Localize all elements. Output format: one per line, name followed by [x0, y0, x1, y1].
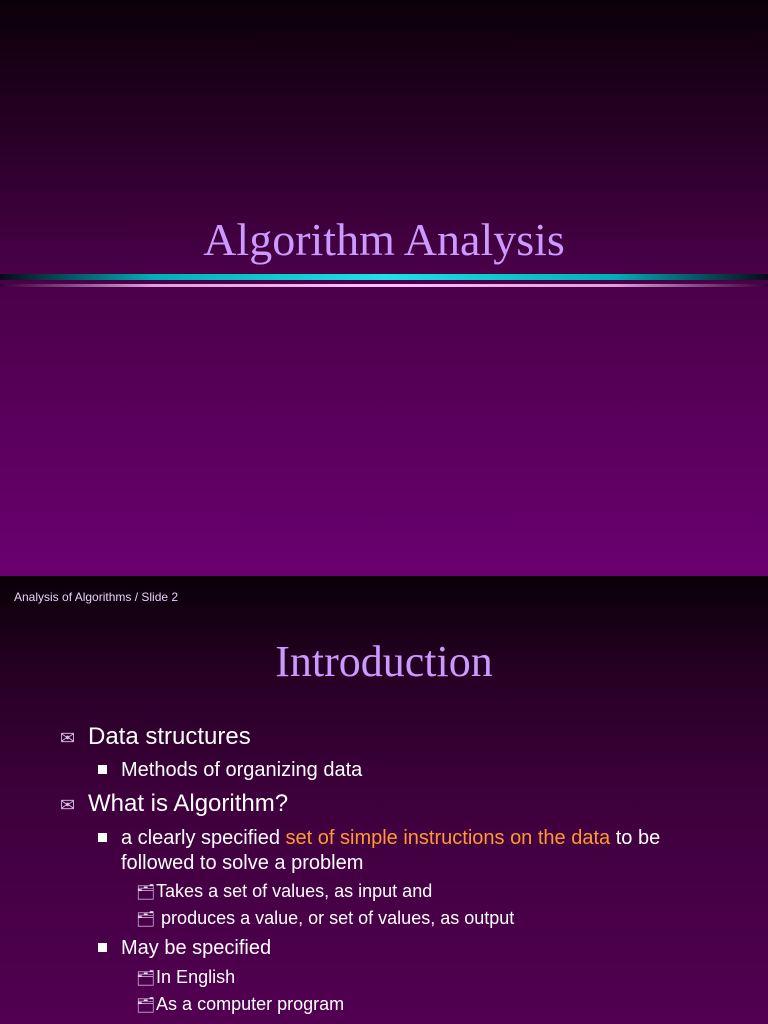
bullet-what-is-algorithm — [60, 789, 288, 820]
sub-bullet-text: May be specified — [121, 937, 272, 959]
open-folder-icon: 🗂 — [136, 997, 156, 1014]
level3-english — [136, 966, 235, 990]
open-folder-icon: 🗂 — [136, 884, 156, 901]
slide-2-title: Introduction — [275, 637, 493, 686]
bullet-data-structures — [60, 722, 251, 753]
sub-bullet-specified — [98, 936, 718, 961]
definition-post: to be — [615, 827, 661, 849]
level3-output — [136, 907, 514, 931]
square-bullet-icon — [98, 943, 107, 952]
teal-divider — [0, 274, 768, 280]
sub-bullet-text: Methods of organizing data — [121, 759, 363, 781]
square-bullet-icon — [98, 765, 107, 774]
level3-program — [136, 993, 344, 1017]
level3-text: produces a value, or set of values, as output — [156, 908, 515, 928]
square-bullet-icon — [98, 833, 107, 842]
slide-2 — [0, 576, 768, 1024]
envelope-icon: ✉ — [60, 795, 76, 815]
level3-input — [136, 880, 432, 904]
level3-text: Takes a set of values, as input and — [156, 881, 433, 901]
definition-line-2: followed to solve a problem — [121, 852, 364, 874]
bullet-text: Data structures — [88, 723, 251, 750]
sub-bullet-definition — [98, 826, 718, 876]
sub-bullet-methods — [98, 758, 718, 783]
slide-1-title: Algorithm Analysis — [203, 214, 565, 265]
open-folder-icon: 🗂 — [136, 911, 156, 928]
definition-highlight: set of simple instructions on the data — [285, 827, 611, 849]
open-folder-icon: 🗂 — [136, 970, 156, 987]
level3-text: In English — [156, 967, 236, 987]
pink-divider — [0, 284, 768, 287]
slide-footer: Analysis of Algorithms / Slide 2 — [14, 590, 179, 604]
envelope-icon: ✉ — [60, 728, 76, 748]
level3-text: As a computer program — [156, 994, 345, 1014]
bullet-text: What is Algorithm? — [88, 790, 289, 817]
definition-pre: a clearly specified — [121, 827, 280, 849]
